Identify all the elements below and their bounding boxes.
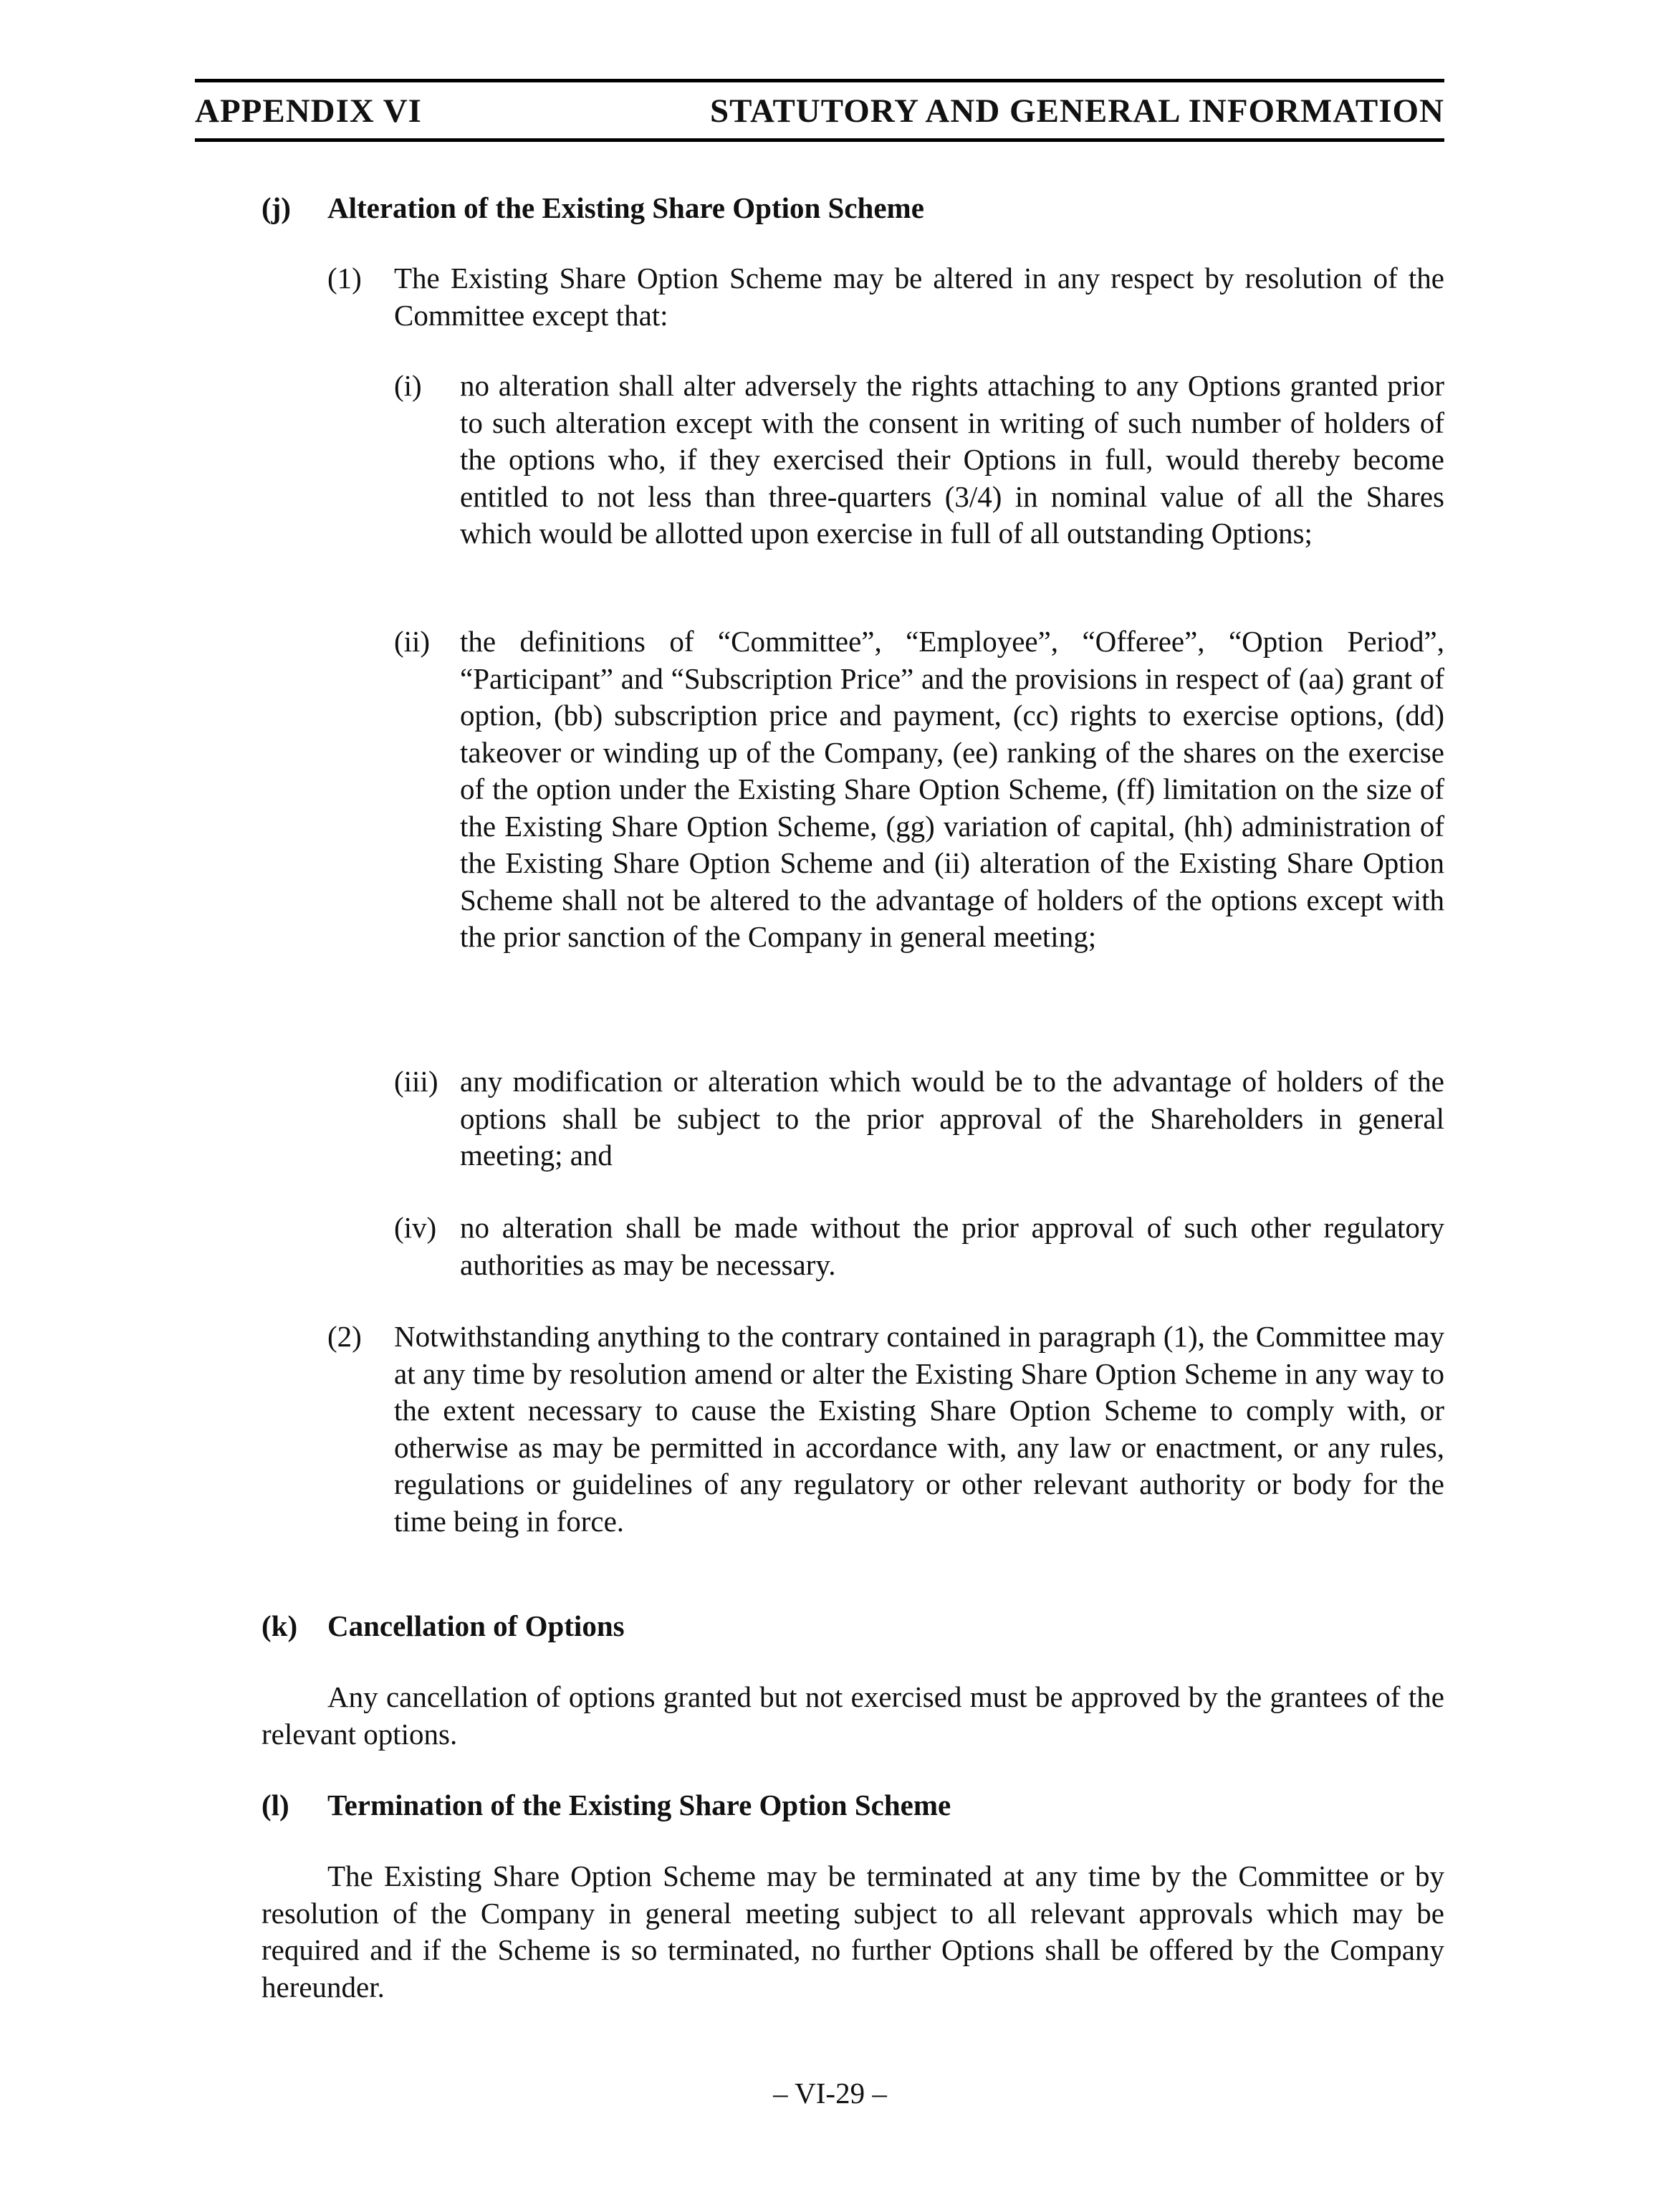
section-k-label: (k) [262,1609,298,1642]
header-appendix-label: APPENDIX VI [195,92,422,130]
paragraph-2-label: (2) [327,1320,362,1353]
page-header [195,86,1444,136]
section-l-text: The Existing Share Option Scheme may be terminated at any time by the Committee or by resolution of the Company in general meeting subject to all relevant approvals which may be required and if the Scheme is so terminated, no further Options shall be offered by the Company hereunder. [262,1859,1444,2003]
header-top-rule [195,79,1444,82]
item-i-text: no alteration shall alter adversely the rights attaching to any Options granted prior to such alteration except with the consent in writing of such number of holders of the options who, if they exercised their Options in full, would thereby become entitled to not less than three-quarters (3/4) in nominal value of all the Shares which would be allotted upon exercise in full of all outstanding Options; [460,369,1444,550]
header-bottom-rule [195,138,1444,142]
section-l-title: Termination of the Existing Share Option Scheme [327,1789,951,1821]
section-l-label: (l) [262,1789,289,1821]
paragraph-1-label: (1) [327,262,362,295]
item-i-label: (i) [394,369,422,402]
item-ii-label: (ii) [394,625,431,658]
section-k-title: Cancellation of Options [327,1609,625,1642]
page-number: – VI-29 – [773,2077,887,2110]
item-iii-label: (iii) [394,1065,438,1098]
item-iv-text: no alteration shall be made without the prior approval of such other regulatory authorities as may be necessary. [460,1211,1444,1281]
section-j-title: Alteration of the Existing Share Option Scheme [327,191,924,224]
item-ii-text: the definitions of “Committee”, “Employee”, “Offeree”, “Option Period”, “Participant” and “Subscription Price” and the provisions in respect of (aa) grant of option, (bb) subscription price and payment, (cc) rights to exercise options, (dd) takeover or winding up of the Company, (ee) ranking of the shares on the exercise of the option under the Existing Share Option Scheme, (ff) limitation on the size of the Existing Share Option Scheme, (gg) variation of capital, (hh) administration of the Existing Share Option Scheme and (ii) alteration of the Existing Share Option Scheme shall not be altered to the advantage of holders of the options except with the prior sanction of the Company in general meeting; [460,625,1444,953]
section-j-label: (j) [262,191,291,224]
header-section-title: STATUTORY AND GENERAL INFORMATION [709,92,1444,130]
item-iii-text: any modification or alteration which would be to the advantage of holders of the options shall be subject to the prior approval of the Shareholders in general meeting; and [460,1065,1444,1172]
item-iv-label: (iv) [394,1211,437,1244]
section-k-text: Any cancellation of options granted but not exercised must be approved by the grantees of the relevant options. [262,1680,1444,1751]
paragraph-2-text: Notwithstanding anything to the contrary contained in paragraph (1), the Committee may at any time by resolution amend or alter the Existing Share Option Scheme in any way to the extent necessary to cause the Existing Share Option Scheme to comply with, or otherwise as may be permitted in accordance with, any law or enactment, or any rules, regulations or guidelines of any regulatory or other relevant authority or body for the time being in force. [394,1320,1444,1538]
paragraph-1-text: The Existing Share Option Scheme may be altered in any respect by resolution of the Committee except that: [394,262,1444,332]
